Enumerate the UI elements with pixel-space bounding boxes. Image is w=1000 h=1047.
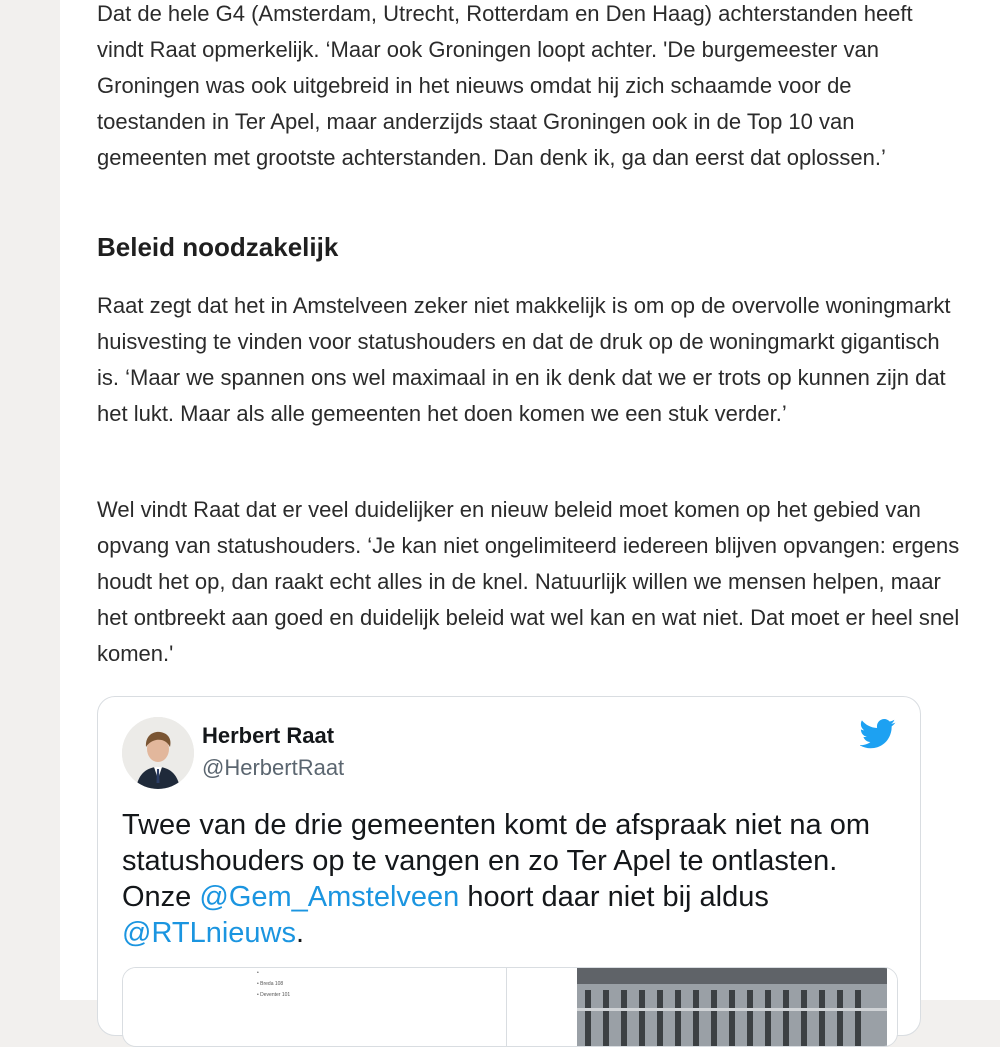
article-content	[60, 0, 1000, 1000]
media-list-item: • Deventer 101	[257, 990, 290, 1001]
building-photo-icon	[507, 968, 897, 1047]
tweet-author-handle[interactable]: @HerbertRaat	[202, 755, 345, 780]
tweet-text	[122, 807, 912, 951]
article-paragraph-2: Raat zegt dat het in Amstelveen zeker niet makkelijk is om op de overvolle woningmarkt huisvesting te vinden voor statushouders en dat de druk op de woningmarkt gigantisch is. ‘Maar we spannen ons wel maximaal in en ik denk dat we er trots op kunnen zijn dat het lukt. Maar als alle gemeenten het doen komen we een stuk verder.’	[97, 293, 951, 426]
article-paragraph-3: Wel vindt Raat dat er veel duidelijker en nieuw beleid moet komen op het gebied van opvang van statushouders. ‘Je kan niet ongelimiteerd iedereen blijven opvangen: ergens houdt het op, dan raakt echt alles in de knel. Natuurlijk willen we mensen helpen, maar het ontbreekt aan goed en duidelijk beleid wat wel kan en wat niet. Dat moet er heel snel komen.'	[97, 497, 960, 666]
tweet-media[interactable]	[122, 967, 898, 1047]
avatar[interactable]	[122, 717, 194, 789]
tweet-text-segment: .	[295, 917, 305, 949]
tweet-author-name[interactable]: Herbert Raat	[202, 723, 335, 748]
embedded-tweet[interactable]	[97, 696, 921, 1036]
media-image-photo[interactable]	[507, 968, 897, 1046]
media-list-item: • Breda 108	[257, 979, 290, 990]
tweet-text-segment: hoort daar niet bij aldus	[459, 881, 769, 913]
article-paragraph-1: Dat de hele G4 (Amsterdam, Utrecht, Rotterdam en Den Haag) achterstanden heeft vindt Raat opmerkelijk. ‘Maar ook Groningen loopt achter. 'De burgemeester van Groningen was ook uitgebreid in het nieuws omdat hij zich schaamde voor de toestanden in Ter Apel, maar anderzijds staat Groningen ook in de Top 10 van gemeenten met grootste achterstanden. Dan denk ik, ga dan eerst dat oplossen.’	[97, 1, 913, 170]
person-avatar-icon	[122, 717, 194, 789]
section-heading: Beleid noodzakelijk	[97, 232, 339, 262]
tweet-text-segment: Twee van de drie gemeenten komt de afspraak niet na om statushouders op te vangen en zo Ter Apel te ontlasten. Onze	[122, 809, 870, 913]
mention-gem-amstelveen[interactable]: @Gem_Amstelveen	[199, 881, 460, 913]
media-list-item	[257, 968, 290, 979]
media-image-list[interactable]	[123, 968, 507, 1046]
mention-rtlnieuws[interactable]: @RTLnieuws	[122, 917, 296, 949]
media-list	[257, 968, 290, 1001]
twitter-bird-icon[interactable]	[860, 719, 896, 749]
